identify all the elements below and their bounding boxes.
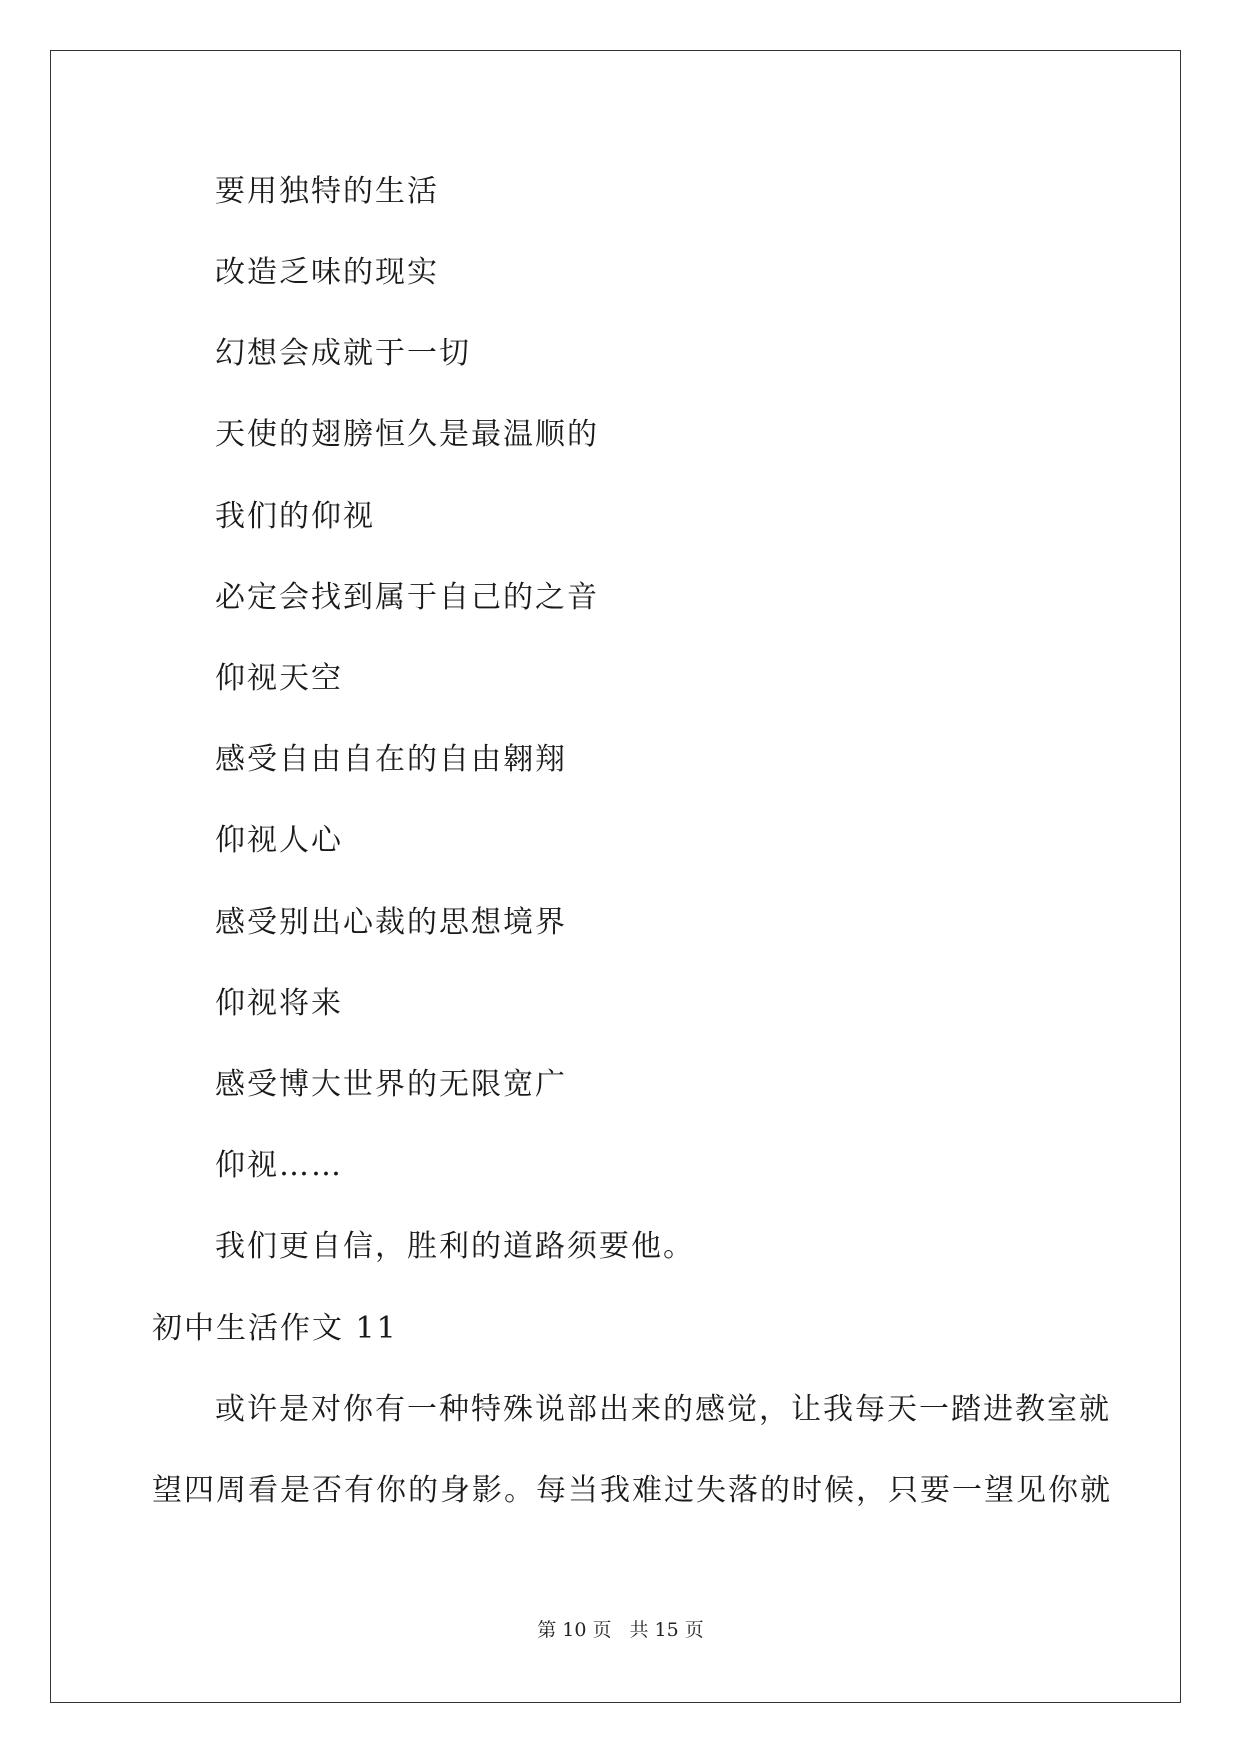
page-number: 第 10 页 [537, 1619, 612, 1641]
essay-line: 或许是对你有一种特殊说部出来的感觉，让我每天一踏进教室就 [215, 1392, 1111, 1427]
poem-line: 我们的仰视 [215, 499, 375, 534]
page-footer [0, 1618, 1241, 1642]
poem-line: 必定会找到属于自己的之音 [215, 580, 599, 615]
poem-line: 仰视天空 [215, 661, 343, 696]
poem-line: 天使的翅膀恒久是最温顺的 [215, 417, 599, 452]
poem-line: 感受自由自在的自由翱翔 [215, 742, 567, 777]
poem-line: 仰视人心 [215, 823, 343, 858]
poem-line: 仰视…… [215, 1148, 343, 1183]
poem-line: 要用独特的生活 [215, 174, 439, 209]
essay-line: 望四周看是否有你的身影。每当我难过失落的时候，只要一望见你就 [152, 1473, 1112, 1508]
poem-line: 改造乏味的现实 [215, 255, 439, 290]
page-border [50, 50, 1181, 1703]
section-heading: 初中生活作文 11 [152, 1311, 398, 1346]
poem-line: 感受博大世界的无限宽广 [215, 1067, 567, 1102]
page-total: 共 15 页 [629, 1619, 704, 1641]
poem-line: 仰视将来 [215, 986, 343, 1021]
poem-line: 幻想会成就于一切 [215, 336, 471, 371]
poem-line: 感受别出心裁的思想境界 [215, 905, 567, 940]
poem-line: 我们更自信，胜利的道路须要他。 [215, 1229, 695, 1264]
